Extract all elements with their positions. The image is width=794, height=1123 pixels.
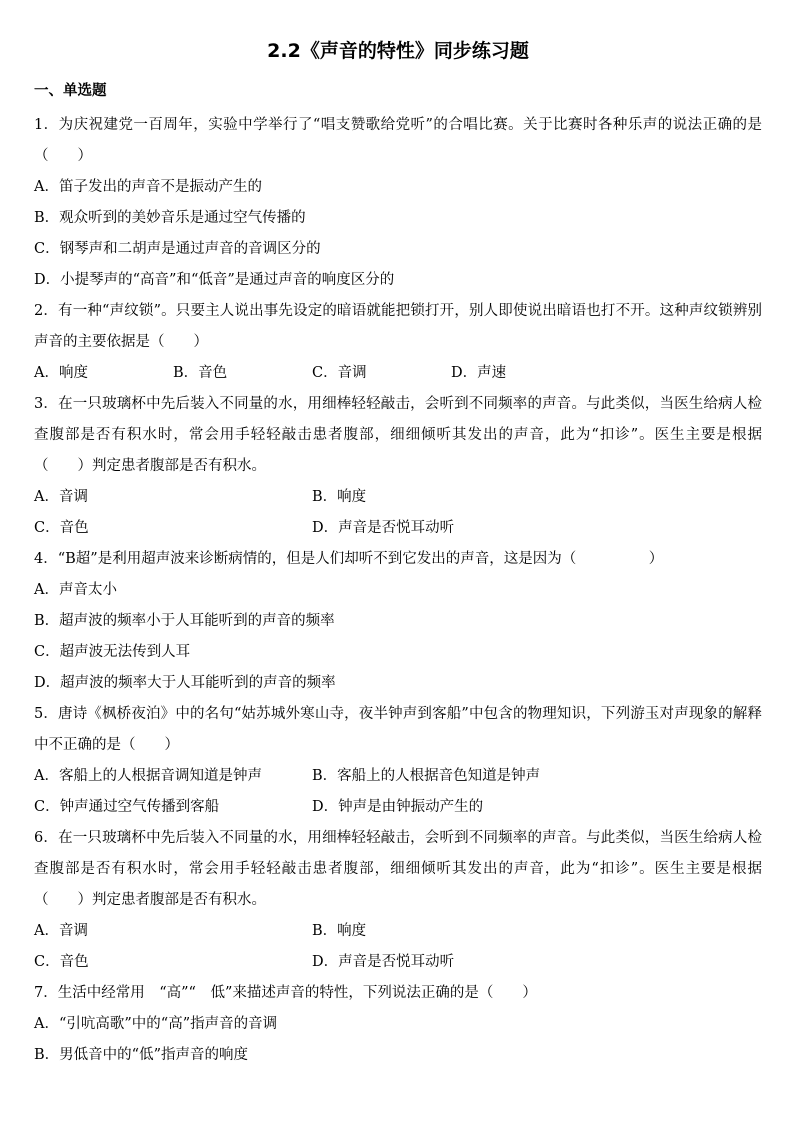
question-4 <box>34 544 762 699</box>
question-stem: 5．唐诗《枫桥夜泊》中的名句“姑苏城外寒山寺，夜半钟声到客船”中包含的物理知识，下列游玉对声现象的解释中不正确的是（ ） <box>34 706 762 753</box>
options-row <box>34 761 762 792</box>
option-a: A．音调 <box>34 923 88 939</box>
option-d: D．小提琴声的“高音”和“低音”是通过声音的响度区分的 <box>34 272 395 288</box>
option-a: A．响度 <box>34 365 88 381</box>
option-a: A．音调 <box>34 489 88 505</box>
option-b: B．超声波的频率小于人耳能听到的声音的频率 <box>34 613 335 629</box>
question-stem: 3．在一只玻璃杯中先后装入不同量的水，用细棒轻轻敲击，会听到不同频率的声音。与此类似，当医生给病人检查腹部是否有积水时，常会用手轻轻敲击患者腹部，细细倾听其发出的声音，此为“扣诊”。医生主要是根据（ ）判定患者腹部是否有积水。 <box>34 396 762 474</box>
option-c: C．音色 <box>34 520 89 536</box>
question-stem: 4．“B超”是利用超声波来诊断病情的，但是人们却听不到它发出的声音，这是因为（ ） <box>34 551 664 567</box>
option-a: A．客船上的人根据音调知道是钟声 <box>34 768 262 784</box>
question-stem: 7．生活中经常用 “高”“ 低”来描述声音的特性，下列说法正确的是（ ） <box>34 985 537 1001</box>
options-row <box>34 513 762 544</box>
option-d: D．超声波的频率大于人耳能听到的声音的频率 <box>34 675 336 691</box>
option-a: A．笛子发出的声音不是振动产生的 <box>34 179 262 195</box>
question-7 <box>34 978 762 1071</box>
option-a: A．“引吭高歌”中的“高”指声音的音调 <box>34 1016 278 1032</box>
options-row <box>34 482 762 513</box>
question-stem: 2．有一种“声纹锁”。只要主人说出事先设定的暗语就能把锁打开，别人即使说出暗语也打不开。这种声纹锁辨别声音的主要依据是（ ） <box>34 303 762 350</box>
question-5 <box>34 699 762 823</box>
option-d: D．声音是否悦耳动听 <box>312 954 455 970</box>
question-6 <box>34 823 762 978</box>
options-row <box>34 358 762 389</box>
option-b: B．响度 <box>312 489 367 505</box>
question-1 <box>34 110 762 296</box>
worksheet-page <box>34 38 762 1071</box>
options-row <box>34 947 762 978</box>
option-c: C．钟声通过空气传播到客船 <box>34 799 220 815</box>
options-row <box>34 916 762 947</box>
option-c: C．音色 <box>34 954 89 970</box>
option-d: D．声速 <box>451 365 507 381</box>
option-b: B．男低音中的“低”指声音的响度 <box>34 1047 248 1063</box>
option-d: D．钟声是由钟振动产生的 <box>312 799 484 815</box>
worksheet-title: 2.2《声音的特性》同步练习题 <box>267 40 529 62</box>
question-3 <box>34 389 762 544</box>
options-row <box>34 792 762 823</box>
question-stem: 1．为庆祝建党一百周年，实验中学举行了“唱支赞歌给党听”的合唱比赛。关于比赛时各种乐声的说法正确的是（ ） <box>34 117 762 164</box>
question-stem: 6．在一只玻璃杯中先后装入不同量的水，用细棒轻轻敲击，会听到不同频率的声音。与此类似，当医生给病人检查腹部是否有积水时，常会用手轻轻敲击患者腹部，细细倾听其发出的声音，此为“扣诊”。医生主要是根据（ ）判定患者腹部是否有积水。 <box>34 830 762 908</box>
option-a: A．声音太小 <box>34 582 117 598</box>
option-b: B．音色 <box>173 365 228 381</box>
option-b: B．客船上的人根据音色知道是钟声 <box>312 768 541 784</box>
question-2 <box>34 296 762 389</box>
option-d: D．声音是否悦耳动听 <box>312 520 455 536</box>
option-c: C．超声波无法传到人耳 <box>34 644 191 660</box>
option-c: C．钢琴声和二胡声是通过声音的音调区分的 <box>34 241 321 257</box>
option-b: B．响度 <box>312 923 367 939</box>
option-b: B．观众听到的美妙音乐是通过空气传播的 <box>34 210 306 226</box>
section-heading: 一、单选题 <box>34 83 107 99</box>
option-c: C．音调 <box>312 365 367 381</box>
